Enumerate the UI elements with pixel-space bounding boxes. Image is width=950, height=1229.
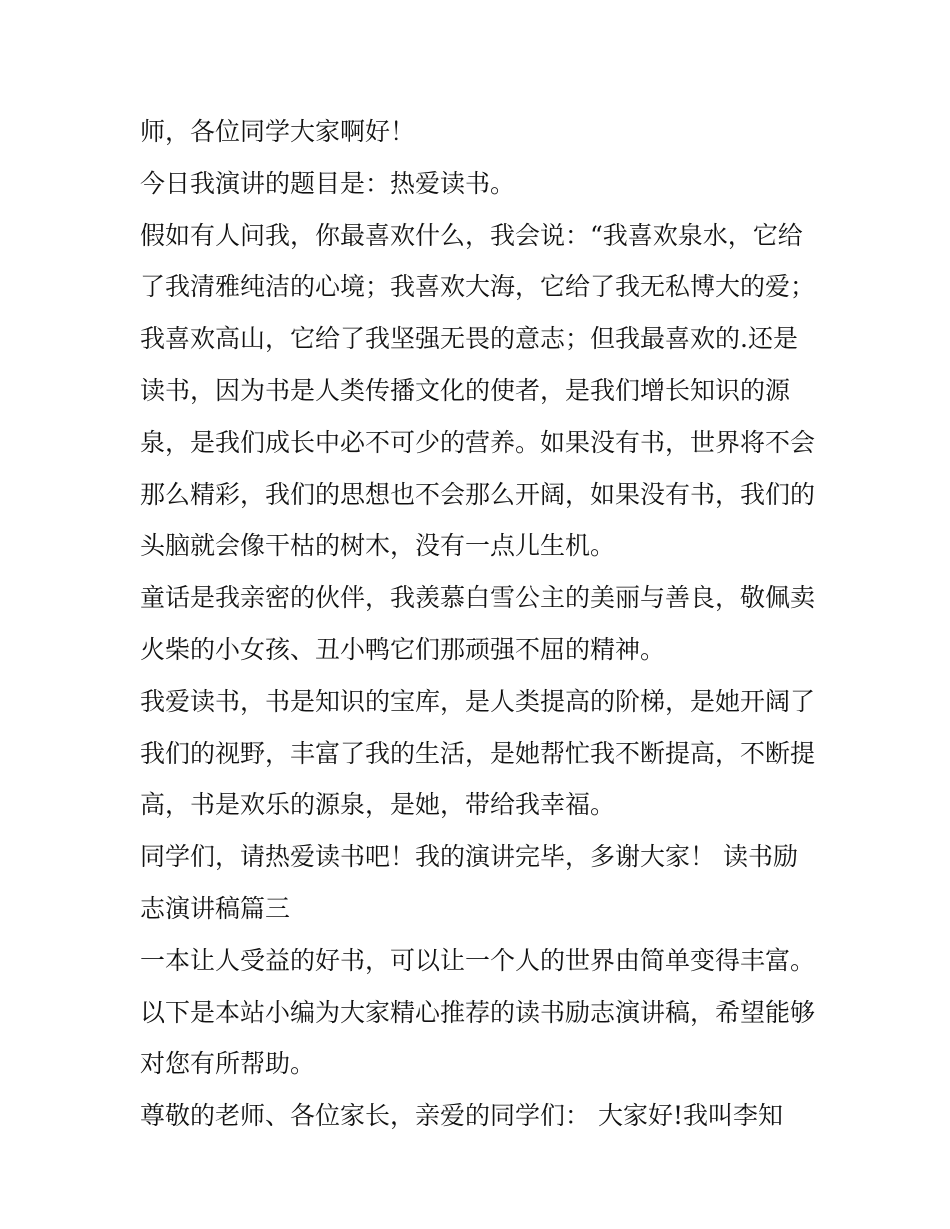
text-line: 师，各位同学大家啊好！: [140, 117, 416, 146]
text-line: 以下是本站小编为大家精心推荐的读书励志演讲稿，希望能够: [140, 997, 816, 1027]
text-line: 泉，是我们成长中必不可少的营养。如果没有书，世界将不会: [140, 427, 816, 457]
text-line: 读书，因为书是人类传播文化的使者，是我们增长知识的源: [140, 375, 791, 405]
text-line: 我们的视野，丰富了我的生活，是她帮忙我不断提高，不断提: [140, 738, 816, 768]
text-line: 对您有所帮助。: [140, 1049, 316, 1079]
text-line: 一本让人受益的好书，可以让一个人的世界由简单变得丰富。: [140, 945, 816, 975]
text-line: 志演讲稿篇三: [140, 893, 291, 923]
text-line: 火柴的小女孩、丑小鸭它们那顽强不屈的精神。: [140, 634, 666, 664]
document-body: [140, 106, 830, 1142]
text-line: 了我清雅纯洁的心境；我喜欢大海，它给了我无私博大的爱；: [140, 272, 816, 302]
text-line: 我爱读书，书是知识的宝库，是人类提高的阶梯，是她开阔了: [140, 686, 816, 716]
text-line: 我喜欢高山，它给了我坚强无畏的意志；但我最喜欢的.还是: [140, 324, 798, 354]
text-line: 头脑就会像干枯的树木，没有一点儿生机。: [140, 531, 616, 561]
text-line: 尊敬的老师、各位家长，亲爱的同学们： 大家好!我叫李知: [140, 1101, 783, 1131]
text-line: 假如有人问我，你最喜欢什么，我会说：“我喜欢泉水，它给: [140, 220, 803, 250]
text-line: 今日我演讲的题目是：热爱读书。: [140, 168, 516, 198]
text-line: 高，书是欢乐的源泉，是她，带给我幸福。: [140, 790, 616, 820]
text-line: 童话是我亲密的伙伴，我羡慕白雪公主的美丽与善良，敬佩卖: [140, 583, 816, 613]
text-line: 同学们，请热爱读书吧！我的演讲完毕，多谢大家！ 读书励: [140, 842, 798, 872]
text-line: 那么精彩，我们的思想也不会那么开阔，如果没有书，我们的: [140, 479, 816, 509]
